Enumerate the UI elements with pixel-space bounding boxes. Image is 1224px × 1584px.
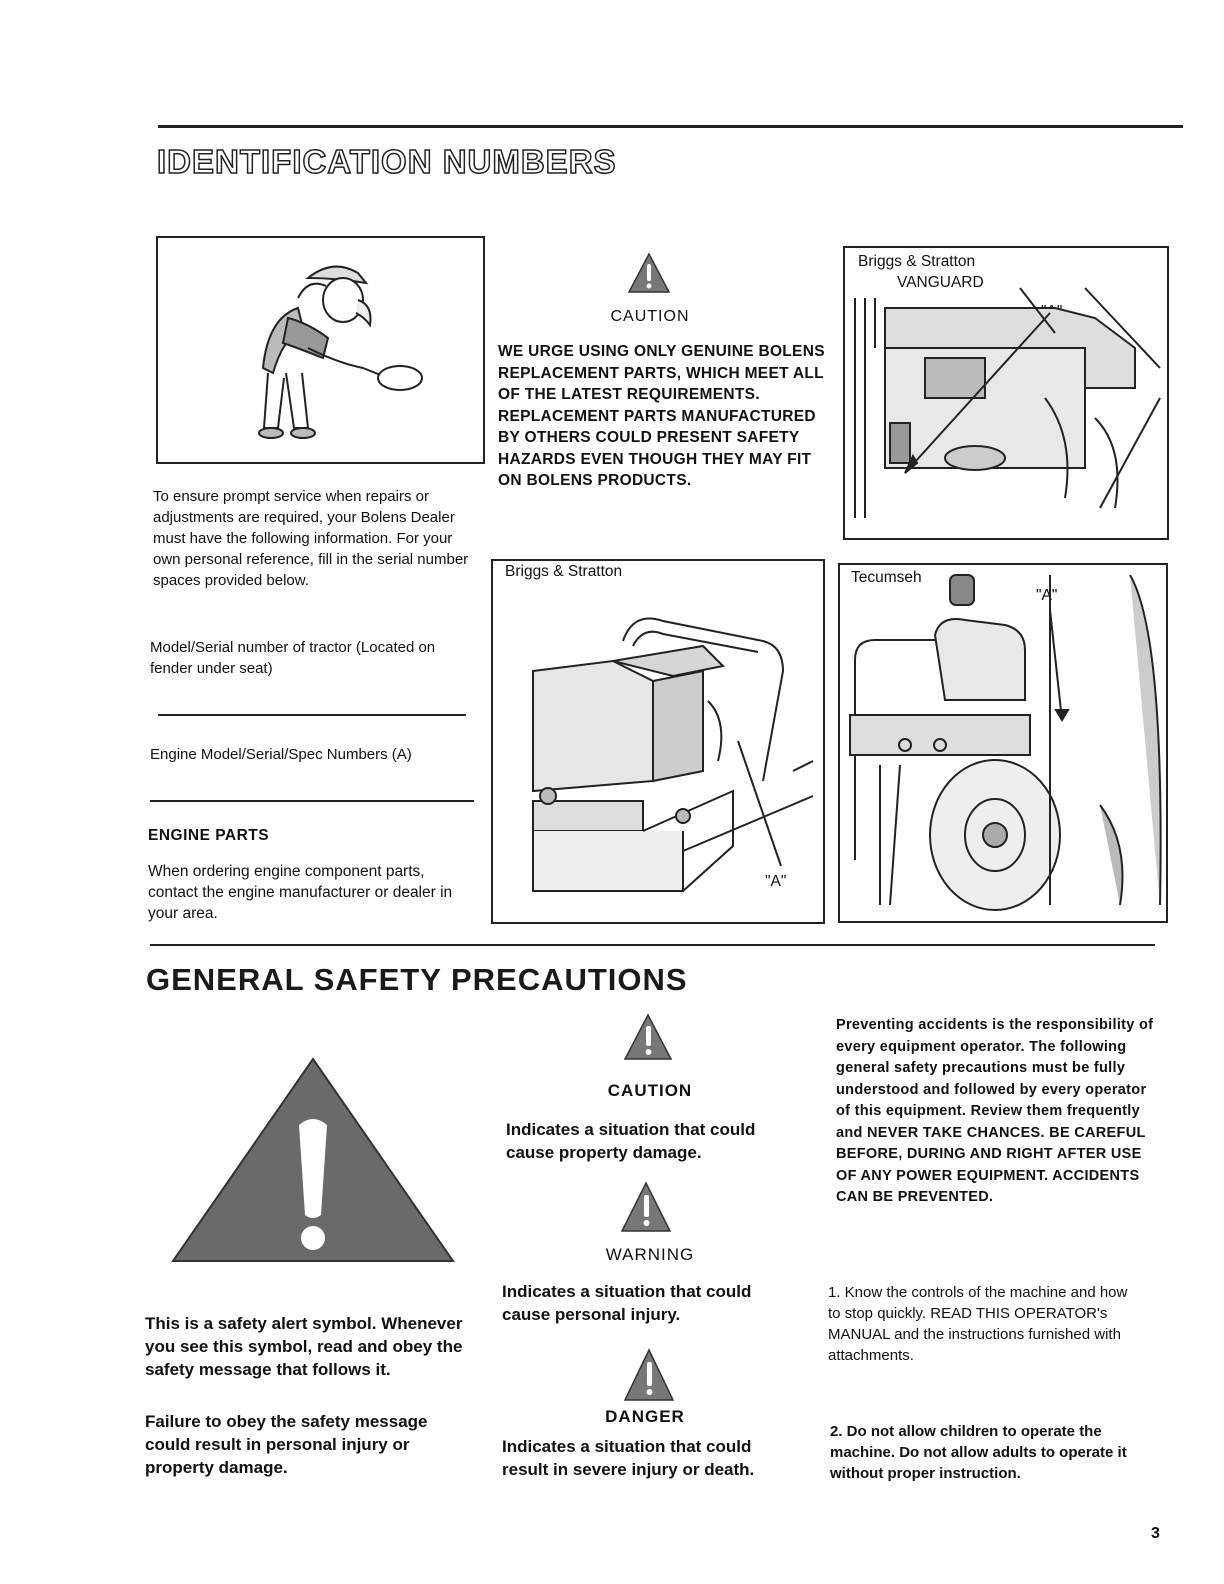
identification-title: IDENTIFICATION NUMBERS bbox=[157, 143, 617, 180]
danger-level-icon bbox=[623, 1348, 675, 1402]
top-rule bbox=[158, 125, 1183, 128]
man-magnifier-figure bbox=[156, 236, 485, 464]
briggs-engine-figure bbox=[491, 559, 825, 924]
danger-level-text: Indicates a situation that could result in severe injury or death. bbox=[502, 1437, 755, 1479]
rule-1-text: 1. Know the controls of the machine and how to stop quickly. READ THIS OPERATOR's MANUAL and the instructions furnished with attachments. bbox=[828, 1284, 1128, 1364]
failure-text: Failure to obey the safety message could result in personal injury or property damage. bbox=[145, 1412, 428, 1477]
vanguard-engine-drawing bbox=[845, 248, 1167, 538]
man-magnifier-illustration bbox=[158, 238, 483, 462]
vanguard-label-model: VANGUARD bbox=[897, 274, 984, 291]
tecumseh-label: Tecumseh bbox=[851, 569, 922, 586]
identification-intro: To ensure prompt service when repairs or adjustments are required, your Bolens Dealer must have the following information. For your own personal reference, fill in the serial number spaces provided below. bbox=[153, 488, 469, 589]
caution-level-icon bbox=[623, 1013, 673, 1061]
briggs-engine-drawing bbox=[493, 561, 823, 922]
vanguard-engine-figure bbox=[843, 246, 1169, 540]
warning-level-text: Indicates a situation that could cause personal injury. bbox=[502, 1282, 752, 1324]
engine-parts-heading: ENGINE PARTS bbox=[148, 827, 270, 844]
engine-model-label: Engine Model/Serial/Spec Numbers (A) bbox=[150, 746, 412, 763]
caution-text: WE URGE USING ONLY GENUINE BOLENS REPLACEMENT PARTS, WHICH MEET ALL OF THE LATEST REQUIREMENTS. REPLACEMENT PARTS MANUFACTURED BY OTHERS COULD PRESENT SAFETY HAZARDS EVEN THOUGH THEY MAY FIT ON BOLENS PRODUCTS. bbox=[498, 343, 825, 489]
model-serial-fill-line bbox=[158, 714, 466, 716]
caution-alert-icon bbox=[627, 252, 671, 294]
tecumseh-engine-drawing bbox=[840, 565, 1166, 921]
preventing-text: Preventing accidents is the responsibility of every equipment operator. The following general safety precautions must be fully understood and followed by every operator of this equipment. Review them frequently and NEVER TAKE CHANCES. BE CAREFUL BEFORE, DURING AND RIGHT AFTER USE OF ANY POWER EQUIPMENT. ACCIDENTS CAN BE PREVENTED. bbox=[836, 1017, 1154, 1205]
rule-2-text: 2. Do not allow children to operate the machine. Do not allow adults to operate it without proper instruction. bbox=[830, 1423, 1127, 1482]
warning-level-title: WARNING bbox=[605, 1245, 695, 1264]
caution-title: CAUTION bbox=[610, 308, 690, 325]
caution-level-text: Indicates a situation that could cause property damage. bbox=[506, 1120, 756, 1162]
model-serial-label: Model/Serial number of tractor (Located on fender under seat) bbox=[150, 639, 436, 677]
alert-symbol-text: This is a safety alert symbol. Whenever you see this symbol, read and obey the safety message that follows it. bbox=[145, 1314, 463, 1379]
page-number: 3 bbox=[1151, 1525, 1160, 1542]
briggs-marker-a: "A" bbox=[765, 873, 787, 890]
engine-model-fill-line bbox=[150, 800, 474, 802]
mid-rule bbox=[150, 944, 1155, 946]
briggs-label: Briggs & Stratton bbox=[505, 563, 623, 580]
vanguard-label-brand: Briggs & Stratton bbox=[858, 253, 976, 270]
tecumseh-marker-a: "A" bbox=[1036, 587, 1058, 604]
danger-level-title: DANGER bbox=[605, 1407, 685, 1426]
safety-alert-symbol-icon bbox=[171, 1055, 455, 1265]
safety-title: GENERAL SAFETY PRECAUTIONS bbox=[146, 962, 688, 997]
caution-level-title: CAUTION bbox=[607, 1081, 693, 1100]
tecumseh-engine-figure bbox=[838, 563, 1168, 923]
engine-parts-text: When ordering engine component parts, contact the engine manufacturer or dealer in your area. bbox=[148, 863, 453, 922]
warning-level-icon bbox=[620, 1181, 672, 1233]
